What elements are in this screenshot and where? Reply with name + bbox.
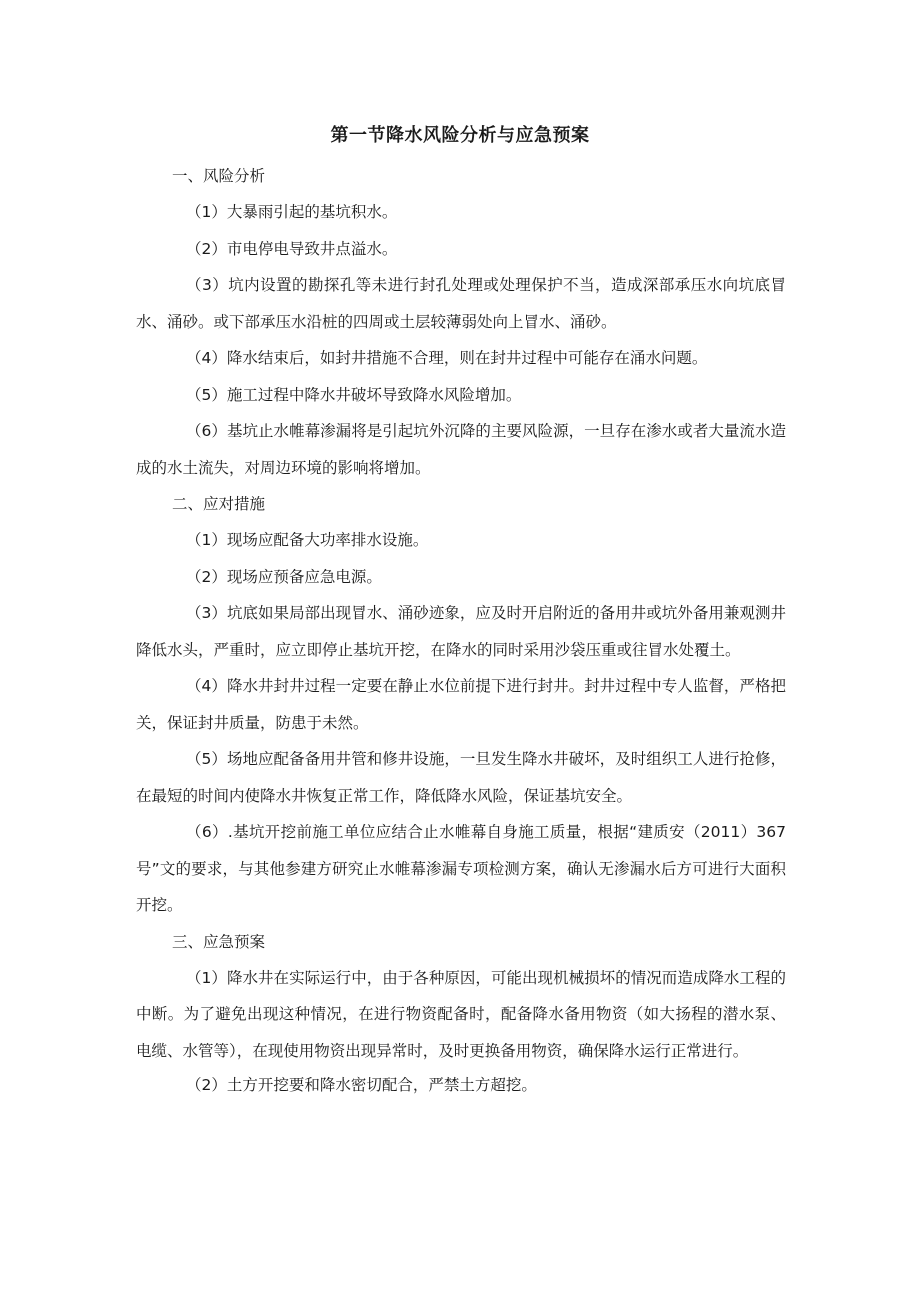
paragraph: （2）土方开挖要和降水密切配合，严禁土方超挖。 [186,1076,537,1094]
paragraph: （3）坑底如果局部出现冒水、涌砂迹象，应及时开启附近的备用井或坑外备用兼观测井降低水头，严重时，应立即停止基坑开挖，在降水的同时采用沙袋压重或往冒水处覆土。 [136,604,786,659]
paragraph: （6）.基坑开挖前施工单位应结合止水帷幕自身施工质量，根据“建质安（2011）367号”文的要求，与其他参建方研究止水帷幕渗漏专项检测方案，确认无渗漏水后方可进行大面积开挖。 [136,823,786,914]
section-heading: 三、应急预案 [172,932,266,951]
section-heading: 二、应对措施 [172,495,266,513]
section-emergency-plan [136,924,786,1104]
paragraph: （1）降水井在实际运行中，由于各种原因，可能出现机械损坏的情况而造成降水工程的中断。为了避免出现这种情况，在进行物资配备时，配备降水备用物资（如大扬程的潜水泵、电缆、水管等），在现使用物资出现异常时，及时更换备用物资，确保降水运行正常进行。 [136,968,786,1060]
paragraph: （5）施工过程中降水井破坏导致降水风险增加。 [186,385,522,404]
paragraph: （6）基坑止水帷幕渗漏将是引起坑外沉降的主要风险源，一旦存在渗水或者大量流水造成的水土流失，对周边环境的影响将增加。 [136,422,786,477]
section-heading: 一、风险分析 [172,167,266,185]
paragraph: （1）现场应配备大功率排水设施。 [186,531,429,549]
paragraph: （4）降水井封井过程一定要在静止水位前提下进行封井。封井过程中专人监督，严格把关，保证封井质量，防患于未然。 [136,677,786,732]
section-countermeasures [136,486,786,924]
paragraph: （3）坑内设置的勘探孔等未进行封孔处理或处理保护不当，造成深部承压水向坑底冒水、涌砂。或下部承压水沿桩的四周或土层较薄弱处向上冒水、涌砂。 [136,276,786,331]
paragraph: （5）场地应配备备用井管和修井设施，一旦发生降水井破坏，及时组织工人进行抢修，在最短的时间内使降水井恢复正常工作，降低降水风险，保证基坑安全。 [136,750,786,805]
document-body [136,158,786,1104]
section-risk-analysis [136,158,786,486]
document-title: 第一节降水风险分析与应急预案 [330,125,590,146]
paragraph: （1）大暴雨引起的基坑积水。 [186,203,398,221]
paragraph: （4）降水结束后，如封井措施不合理，则在封井过程中可能存在涌水问题。 [186,349,708,367]
paragraph: （2）市电停电导致井点溢水。 [186,239,398,258]
paragraph: （2）现场应预备应急电源。 [186,567,382,586]
